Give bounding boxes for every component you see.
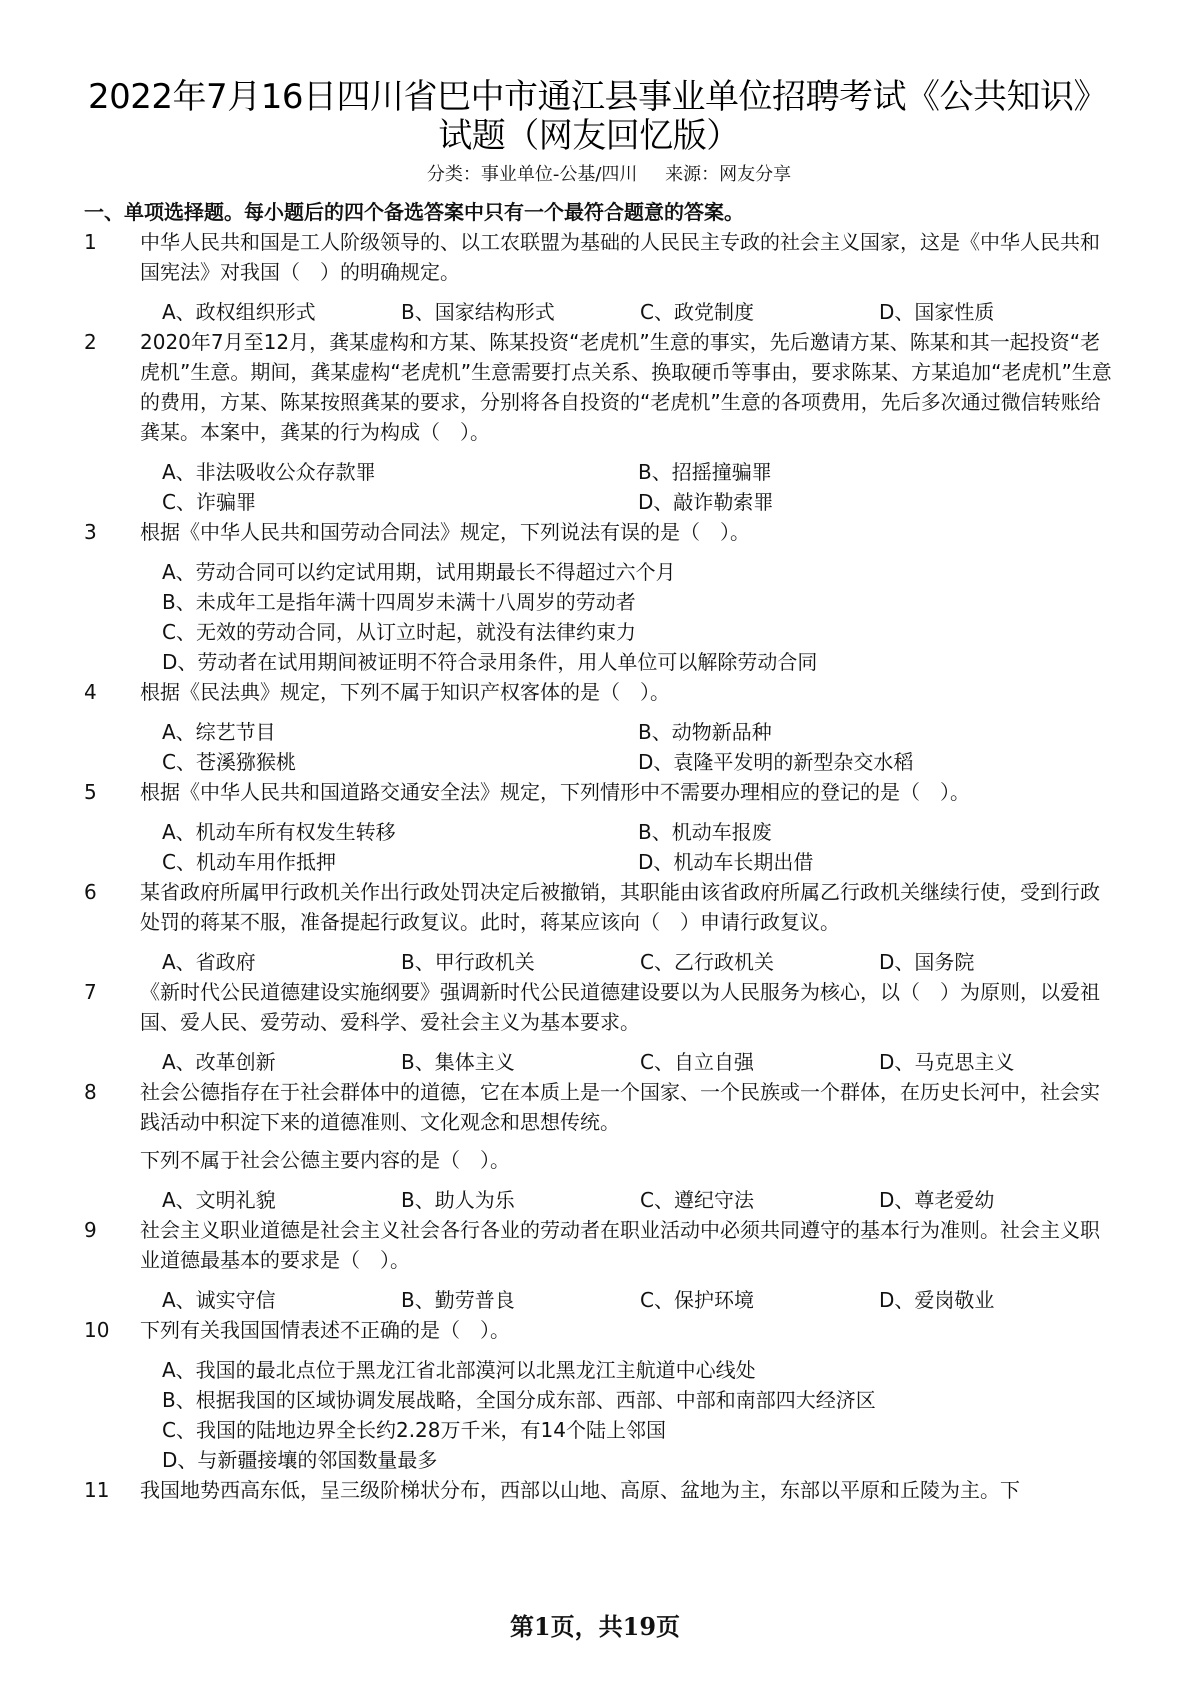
option-text: B、集体主义 (401, 1050, 515, 1074)
option-text: B、甲行政机关 (401, 950, 535, 974)
option-text: A、综艺节目 (162, 720, 276, 744)
page-title: 2022年7月16日四川省巴中市通江县事业单位招聘考试《公共知识》试题（网友回忆版） (88, 77, 1090, 156)
question-item (84, 877, 1100, 977)
source-label: 来源：网友分享 (665, 164, 792, 185)
question-number: 2 (84, 330, 97, 354)
question-list (84, 227, 1112, 1505)
option-text: D、马克思主义 (879, 1050, 1015, 1074)
question-stem: 根据《民法典》规定，下列不属于知识产权客体的是（ ）。 (140, 680, 670, 704)
option-list (162, 1355, 1094, 1475)
option-list (162, 1185, 1118, 1215)
question-stem: 社会主义职业道德是社会主义社会各行各业的劳动者在职业活动中必须共同遵守的基本行为准则。社会主义职业道德最基本的要求是（ ）。 (140, 1218, 1100, 1272)
question-stem: 根据《中华人民共和国道路交通安全法》规定，下列情形中不需要办理相应的登记的是（ ）。 (140, 780, 970, 804)
question-body (140, 877, 1118, 977)
option-text: B、根据我国的区域协调发展战略，全国分成东部、西部、中部和南部四大经济区 (162, 1388, 876, 1412)
option-text: A、非法吸收公众存款罪 (162, 460, 376, 484)
option-row (162, 557, 1094, 587)
question-number: 1 (84, 230, 97, 254)
option-list (162, 717, 1114, 777)
option-text: C、无效的劳动合同，从订立时起，就没有法律约束力 (162, 620, 636, 644)
question-item (84, 977, 1100, 1077)
question-number: 8 (84, 1080, 97, 1104)
option-text: B、机动车报废 (638, 820, 772, 844)
option-list (162, 1285, 1118, 1315)
question-body (140, 1215, 1118, 1315)
question-body (140, 677, 1114, 777)
option-row (162, 1355, 1094, 1385)
question-body (140, 327, 1114, 517)
option-text: B、动物新品种 (638, 720, 772, 744)
option-row (162, 1415, 1094, 1445)
option-text: B、未成年工是指年满十四周岁未满十八周岁的劳动者 (162, 590, 636, 614)
question-stem: 社会公德指存在于社会群体中的道德，它在本质上是一个国家、一个民族或一个群体，在历史长河中，社会实践活动中积淀下来的道德准则、文化观念和思想传统。 (140, 1080, 1100, 1134)
question-number: 3 (84, 520, 97, 544)
option-row (162, 487, 1114, 517)
question-number: 10 (84, 1318, 110, 1342)
question-number: 7 (84, 980, 97, 1004)
question-number: 6 (84, 880, 97, 904)
option-text: A、劳动合同可以约定试用期，试用期最长不得超过六个月 (162, 560, 676, 584)
option-list (162, 817, 1114, 877)
question-stem: 我国地势西高东低，呈三级阶梯状分布，西部以山地、高原、盆地为主，东部以平原和丘陵为主。下 (140, 1478, 1020, 1502)
section-heading: 一、单项选择题。每小题后的四个备选答案中只有一个最符合题意的答案。 (84, 200, 744, 224)
question-number: 5 (84, 780, 97, 804)
option-row (162, 747, 1114, 777)
question-body (140, 777, 1114, 877)
question-item (84, 677, 1094, 777)
option-row (162, 947, 1118, 977)
question-item (84, 1315, 1094, 1475)
category-label: 分类：事业单位-公基/四川 (426, 164, 638, 185)
meta-line (84, 163, 1094, 187)
option-text: D、敲诈勒索罪 (638, 490, 774, 514)
question-number: 9 (84, 1218, 97, 1242)
option-row (162, 587, 1094, 617)
question-body (140, 1475, 1094, 1505)
option-list (162, 947, 1118, 977)
option-text: C、我国的陆地边界全长约2.28万千米，有14个陆上邻国 (162, 1418, 666, 1442)
option-text: B、国家结构形式 (401, 300, 555, 324)
option-row (162, 1047, 1118, 1077)
option-list (162, 557, 1094, 677)
option-row (162, 1445, 1094, 1475)
option-text: A、我国的最北点位于黑龙江省北部漠河以北黑龙江主航道中心线处 (162, 1358, 756, 1382)
question-body (140, 1077, 1118, 1215)
option-row (162, 457, 1114, 487)
option-text: D、与新疆接壤的邻国数量最多 (162, 1448, 438, 1472)
option-text: D、国家性质 (879, 300, 995, 324)
question-item (84, 777, 1094, 877)
question-stem: 下列不属于社会公德主要内容的是（ ）。 (140, 1148, 510, 1172)
option-text: B、助人为乐 (401, 1188, 515, 1212)
question-item (84, 227, 1100, 327)
option-text: C、政党制度 (640, 300, 754, 324)
option-text: C、乙行政机关 (640, 950, 774, 974)
option-text: D、尊老爱幼 (879, 1188, 995, 1212)
option-text: A、改革创新 (162, 1050, 276, 1074)
option-list (162, 1047, 1118, 1077)
question-body (140, 517, 1094, 677)
question-item (84, 1215, 1100, 1315)
question-body (140, 977, 1118, 1077)
question-stem: 某省政府所属甲行政机关作出行政处罚决定后被撤销，其职能由该省政府所属乙行政机关继续行使，受到行政处罚的蒋某不服，准备提起行政复议。此时，蒋某应该向（ ）申请行政复议。 (140, 880, 1100, 934)
question-item (84, 327, 1112, 517)
option-row (162, 297, 1118, 327)
option-text: D、爱岗敬业 (879, 1288, 995, 1312)
option-text: C、苍溪猕猴桃 (162, 750, 296, 774)
option-text: D、袁隆平发明的新型杂交水稻 (638, 750, 914, 774)
option-text: B、招摇撞骗罪 (638, 460, 772, 484)
page-number: 第1页，共19页 (509, 1612, 681, 1641)
option-text: C、机动车用作抵押 (162, 850, 336, 874)
question-body (140, 227, 1118, 327)
option-row (162, 1285, 1118, 1315)
question-stem: 中华人民共和国是工人阶级领导的、以工农联盟为基础的人民民主专政的社会主义国家，这是《中华人民共和国宪法》对我国（ ）的明确规定。 (140, 230, 1100, 284)
question-item (84, 517, 1094, 677)
option-row (162, 847, 1114, 877)
option-text: C、遵纪守法 (640, 1188, 754, 1212)
option-row (162, 617, 1094, 647)
option-text: C、保护环境 (640, 1288, 754, 1312)
question-item (84, 1475, 1094, 1505)
option-text: D、机动车长期出借 (638, 850, 814, 874)
option-text: A、政权组织形式 (162, 300, 316, 324)
option-row (162, 1385, 1094, 1415)
option-row (162, 647, 1094, 677)
option-text: A、文明礼貌 (162, 1188, 276, 1212)
question-number: 11 (84, 1478, 110, 1502)
question-stem: 下列有关我国国情表述不正确的是（ ）。 (140, 1318, 510, 1342)
option-row (162, 717, 1114, 747)
question-number: 4 (84, 680, 97, 704)
option-text: D、劳动者在试用期间被证明不符合录用条件，用人单位可以解除劳动合同 (162, 650, 818, 674)
option-text: B、勤劳普良 (401, 1288, 515, 1312)
option-text: C、自立自强 (640, 1050, 754, 1074)
question-stem: 根据《中华人民共和国劳动合同法》规定，下列说法有误的是（ ）。 (140, 520, 750, 544)
question-stem: 《新时代公民道德建设实施纲要》强调新时代公民道德建设要以为人民服务为核心，以（ ）为原则，以爱祖国、爱人民、爱劳动、爱科学、爱社会主义为基本要求。 (140, 980, 1100, 1034)
question-item (84, 1077, 1100, 1215)
option-row (162, 1185, 1118, 1215)
option-list (162, 297, 1118, 327)
option-text: A、省政府 (162, 950, 256, 974)
option-text: C、诈骗罪 (162, 490, 256, 514)
option-row (162, 817, 1114, 847)
option-text: D、国务院 (879, 950, 975, 974)
option-text: A、机动车所有权发生转移 (162, 820, 396, 844)
option-text: A、诚实守信 (162, 1288, 276, 1312)
option-list (162, 457, 1114, 517)
question-stem: 2020年7月至12月，龚某虚构和方某、陈某投资“老虎机”生意的事实，先后邀请方某、陈某和其一起投资“老虎机”生意。期间，龚某虚构“老虎机”生意需要打点关系、换取硬币等事由，要求陈某、方某追加“老虎机”生意的费用，方某、陈某按照龚某的要求，分别将各自投资的“老虎机”生意的各项费用，先后多次通过微信转账给龚某。本案中，龚某的行为构成（ ）。 (140, 330, 1112, 444)
question-body (140, 1315, 1094, 1475)
